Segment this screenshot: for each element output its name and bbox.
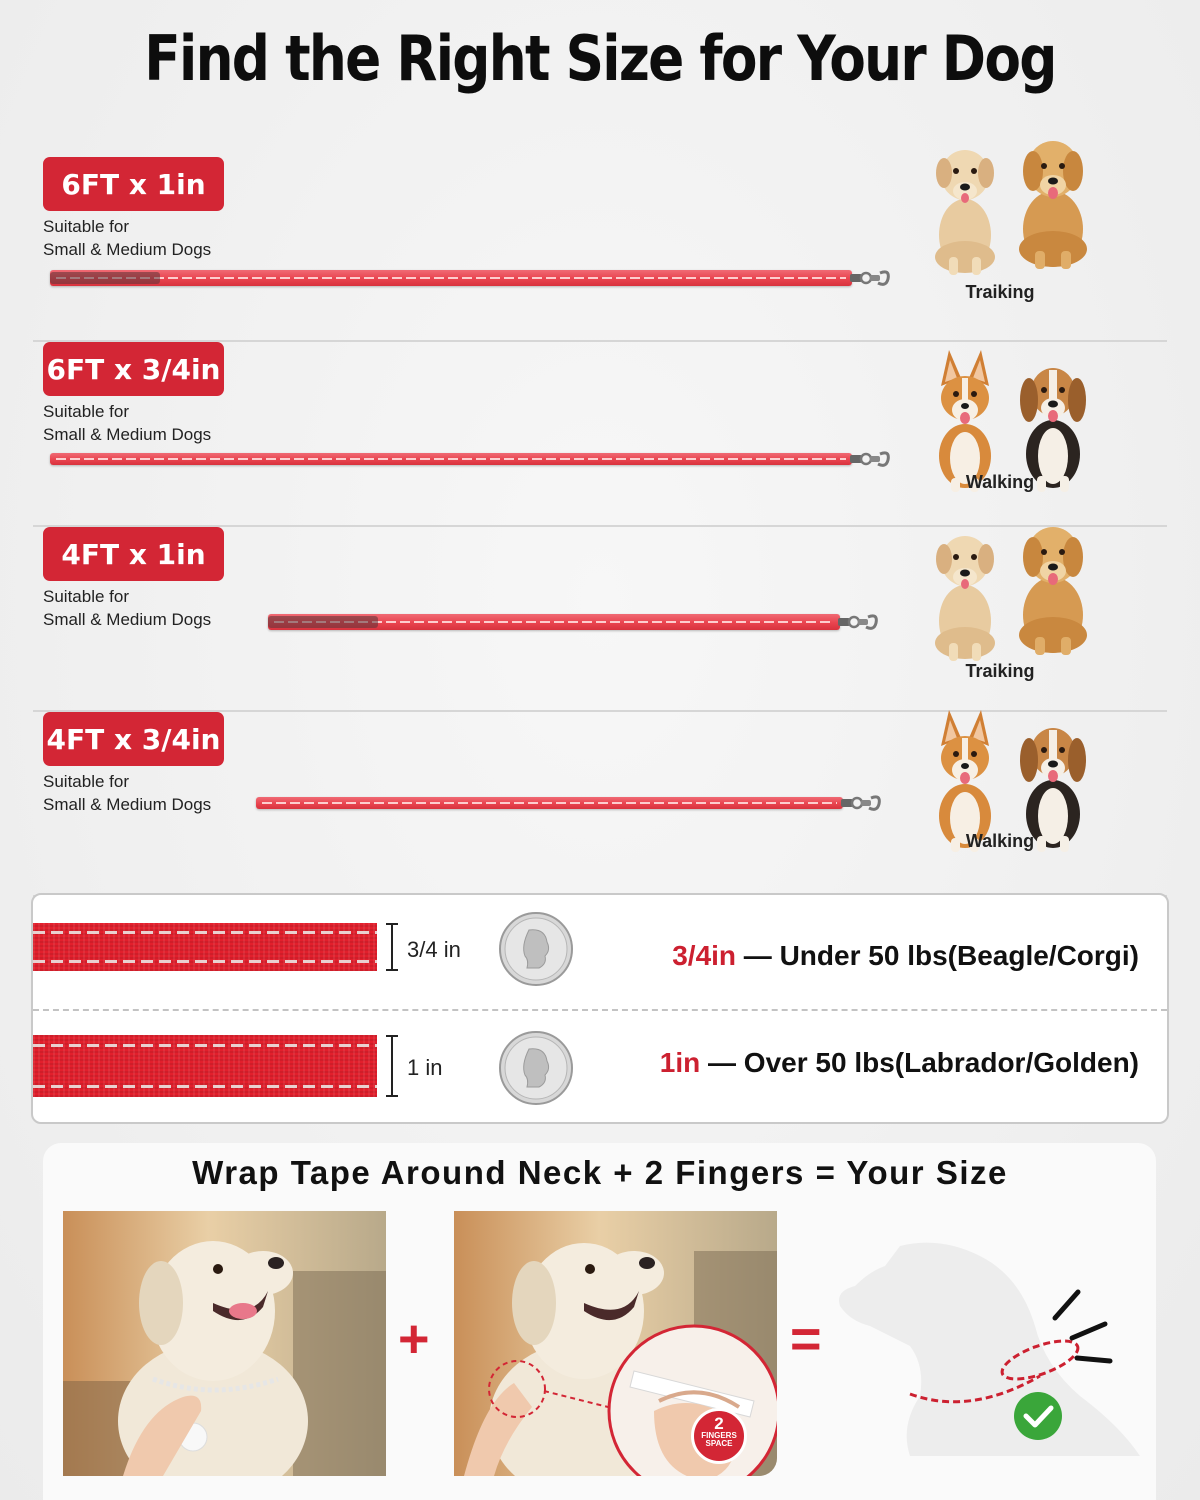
width-description [672,940,1139,972]
webbing-sample-3-4in [33,923,377,971]
fingers-label: FINGERS [701,1431,737,1440]
suitability-text [43,770,211,816]
suitable-label: Suitable for [43,217,129,236]
suitable-label: Suitable for [43,402,129,421]
size-badge: 4FT x 1in [43,527,224,581]
measure-bracket [391,923,403,971]
width-highlight: 1in [659,1047,701,1078]
size-row [33,157,1167,342]
clip-icon [850,263,890,293]
size-badge: 4FT x 3/4in [43,712,224,766]
dog-photo [913,117,1113,277]
width-measure-label: 3/4 in [407,937,461,962]
clip-icon [850,444,890,474]
width-comparison-panel [31,893,1169,1124]
quarter-coin-icon [499,912,573,986]
width-measure-label: 1 in [407,1055,443,1080]
suitable-label: Suitable for [43,772,129,791]
size-row [33,342,1167,527]
dog-photo [913,692,1113,852]
fingers-number: 2 [714,1414,724,1433]
dog-size-label: Small & Medium Dogs [43,425,212,444]
quarter-coin-icon [499,1031,573,1105]
clip-icon [841,788,881,818]
dog-photo [913,503,1113,663]
suitability-text [43,400,211,446]
two-fingers-photo [454,1211,777,1476]
leash-image [50,270,890,286]
space-label: SPACE [705,1439,733,1448]
dog-size-label: Small & Medium Dogs [43,610,212,629]
leash-image [50,453,890,465]
size-badge: 6FT x 3/4in [43,342,224,396]
width-desc-text: — Over 50 lbs(Labrador/Golden) [700,1047,1139,1078]
dog-measuring-photo [63,1211,386,1476]
dog-caption: Walking [965,472,1035,492]
measure-bracket [391,1035,403,1097]
size-badge: 6FT x 1in [43,157,224,211]
size-row [33,712,1167,897]
suitability-text [43,215,211,261]
dog-caption: Traiking [965,282,1035,302]
page-title: Find the Right Size for Your Dog [144,22,1056,95]
plus-sign: + [398,1309,430,1369]
dog-caption: Traiking [965,661,1035,681]
dog-size-label: Small & Medium Dogs [43,795,212,814]
measuring-guide-title: Wrap Tape Around Neck + 2 Fingers = Your Size [192,1154,1008,1191]
suitable-label: Suitable for [43,587,129,606]
clip-icon [838,607,878,637]
dog-photo [913,332,1113,492]
dog-size-label: Small & Medium Dogs [43,240,212,259]
leash-image [256,797,881,809]
webbing-sample-1in [33,1035,377,1097]
width-description [660,1047,1139,1079]
dog-caption: Walking [965,831,1035,851]
suitability-text [43,585,211,631]
width-highlight: 3/4in [672,940,737,971]
leash-image [268,614,878,630]
equals-sign: = [790,1309,822,1369]
width-desc-text: — Under 50 lbs(Beagle/Corgi) [736,940,1139,971]
size-row [33,527,1167,712]
dog-silhouette-collar-diagram [830,1236,1145,1466]
fingers-space-badge [691,1408,747,1464]
